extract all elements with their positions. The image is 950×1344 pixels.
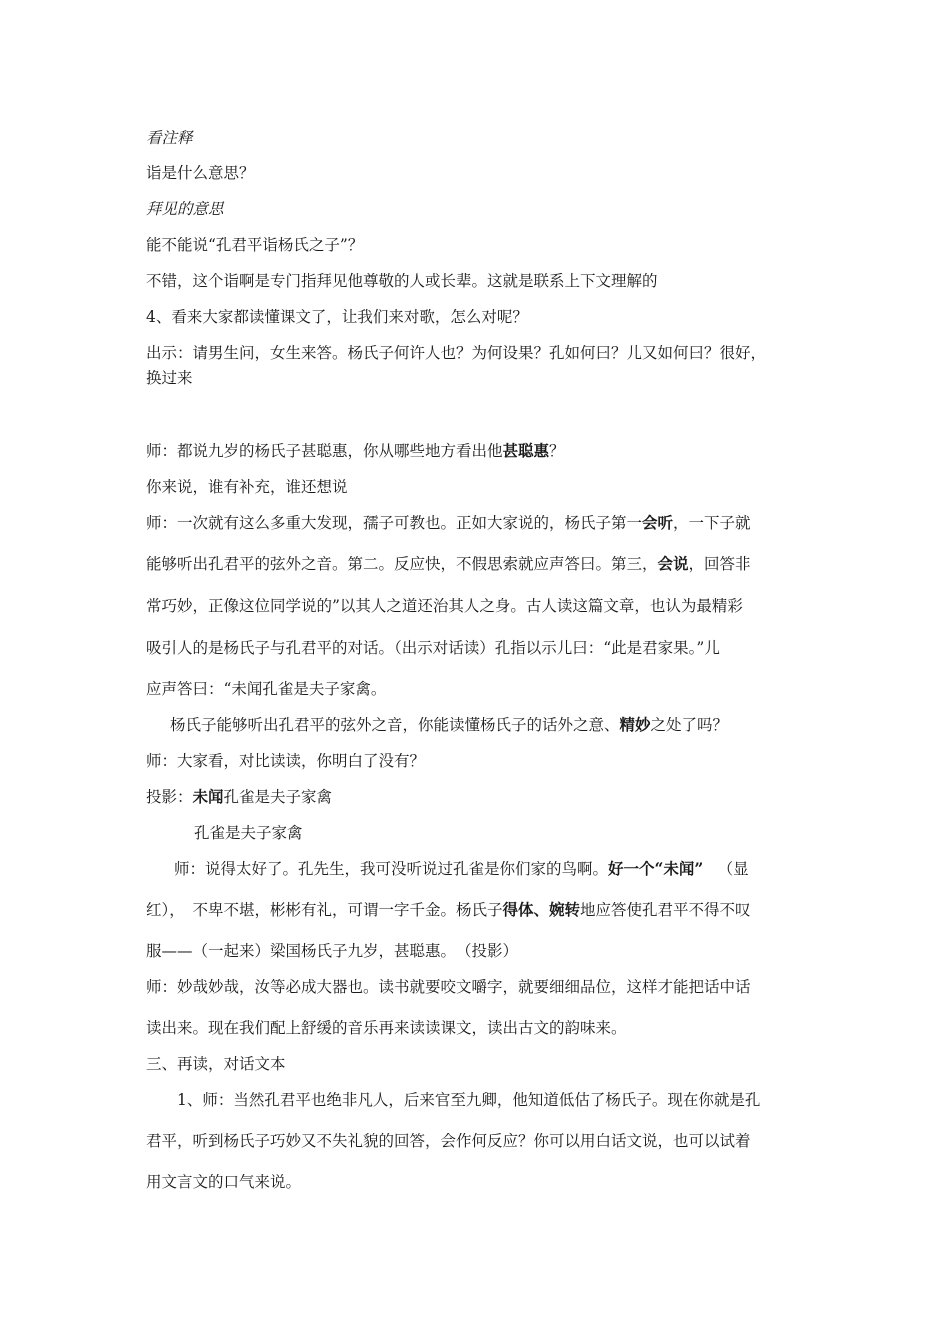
text-run: 之处了吗？ xyxy=(650,716,729,734)
text-line xyxy=(146,441,816,461)
text-line: 师：妙哉妙哉，汝等必成大器也。读书就要咬文嚼字，就要细细品位，这样才能把话中话 xyxy=(146,978,751,996)
text-line: 服——（一起来）梁国杨氏子九岁，甚聪惠。 （投影） xyxy=(146,942,519,960)
text-run: ，一下子就 xyxy=(673,514,751,532)
text-line: 吸引人的是杨氏子与孔君平的对话。（出示对话读）孔指以示儿曰：“此是君家果。”儿 xyxy=(146,639,720,657)
text-line xyxy=(170,715,840,735)
text-run: 师：一次就有这么多重大发现，孺子可教也。正如大家说的，杨氏子第一 xyxy=(146,514,643,532)
text-run: ？ xyxy=(549,442,565,460)
text-run: 地应答使孔君平不得不叹 xyxy=(580,901,751,919)
text-line: 拜见的意思 xyxy=(146,200,224,218)
text-line xyxy=(146,554,816,574)
text-run: 杨氏子能够听出孔君平的弦外之音，你能读懂杨氏子的话外之意、 xyxy=(170,716,620,734)
text-line xyxy=(146,787,816,807)
text-line xyxy=(146,900,816,920)
text-line: 读出来。现在我们配上舒缓的音乐再来读读课文，读出古文的韵味来。 xyxy=(146,1019,627,1037)
emphasis-text: 甚聪惠 xyxy=(502,441,550,460)
emphasis-text: 会说 xyxy=(657,554,689,573)
emphasis-text: 得体、婉转 xyxy=(502,900,581,919)
text-line: 不错，这个诣啊是专门指拜见他尊敬的人或长辈。这就是联系上下文理解的 xyxy=(146,272,658,290)
text-run: 孔雀是夫子家禽 xyxy=(223,788,333,806)
text-run: 投影： xyxy=(146,788,193,806)
text-line: 用文言文的口气来说。 xyxy=(146,1173,302,1191)
text-run: （显 xyxy=(725,860,749,878)
emphasis-text: 精妙 xyxy=(619,715,651,734)
emphasis-text: 好一个“未闻” xyxy=(608,859,704,878)
text-line: 看注释 xyxy=(146,129,193,147)
text-line: 三、再读，对话文本 xyxy=(146,1055,286,1073)
emphasis-text: 会听 xyxy=(642,513,674,532)
text-line: 君平，听到杨氏子巧妙又不失礼貌的回答，会作何反应？你可以用白话文说，也可以试着 xyxy=(146,1132,751,1150)
text-line: 常巧妙，正像这位同学说的”以其人之道还治其人之身。古人读这篇文章，也认为最精彩 xyxy=(146,597,743,615)
text-line: 师：大家看，对比读读，你明白了没有？ xyxy=(146,752,426,770)
text-line: 1、师：当然孔君平也绝非凡人，后来官至九卿，他知道低估了杨氏子。现在你就是孔 xyxy=(177,1091,761,1109)
text-line: 应声答曰：“未闻孔雀是夫子家禽。 xyxy=(146,680,387,698)
text-line: 4、看来大家都读懂课文了，让我们来对歌，怎么对呢？ xyxy=(146,308,528,326)
text-line xyxy=(174,859,844,879)
text-run: ，回答非 xyxy=(688,555,751,573)
text-line: 出示：请男生问，女生来答。杨氏子何许人也？为何设果？孔如何曰？儿又如何曰？很好， xyxy=(146,344,767,362)
text-run: 师：说得太好了。孔先生，我可没听说过孔雀是你们家的鸟啊。 xyxy=(174,860,609,878)
emphasis-text: 未闻 xyxy=(192,787,224,806)
text-run: 能够听出孔君平的弦外之音。第二。反应快，不假思索就应声答曰。第三， xyxy=(146,555,658,573)
text-line: 能不能说“孔君平诣杨氏之子”？ xyxy=(146,236,364,254)
text-line xyxy=(146,513,816,533)
text-line: 换过来 xyxy=(146,369,193,387)
text-run: 师：都说九岁的杨氏子甚聪惠，你从哪些地方看出他 xyxy=(146,442,503,460)
text-run: 红）， 不卑不堪，彬彬有礼，可谓一字千金。杨氏子 xyxy=(146,901,503,919)
text-line: 孔雀是夫子家禽 xyxy=(194,824,303,842)
text-line: 诣是什么意思？ xyxy=(146,164,255,182)
text-line: 你来说，谁有补充，谁还想说 xyxy=(146,478,348,496)
